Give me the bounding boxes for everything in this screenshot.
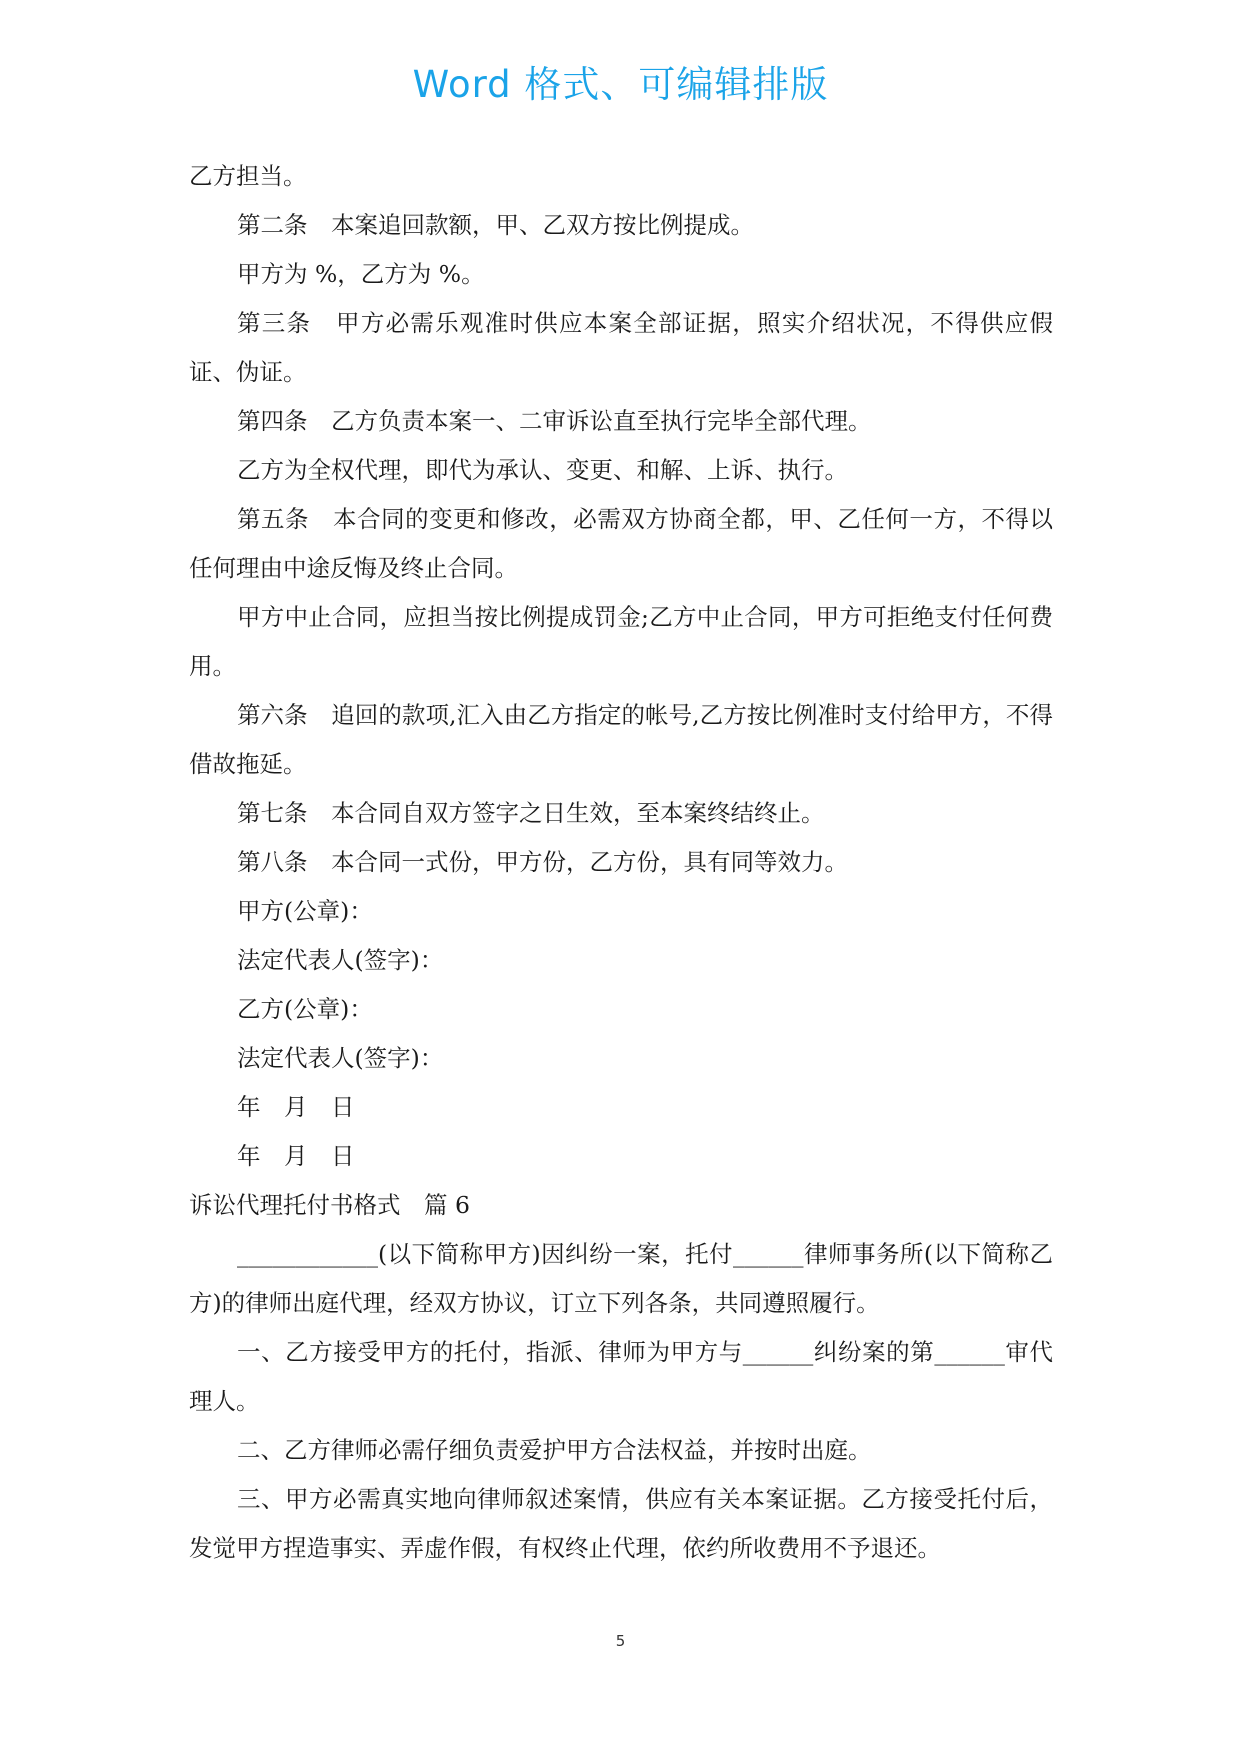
paragraph: 甲方为 %，乙方为 %。 bbox=[237, 260, 485, 288]
paragraph: 第三条 甲方必需乐观准时供应本案全部证据，照实介绍状况，不得供应假证、伪证。 bbox=[189, 309, 1053, 386]
paragraph: 第二条 本案追回款额，甲、乙双方按比例提成。 bbox=[237, 211, 754, 239]
paragraph: 第七条 本合同自双方签字之日生效，至本案终结终止。 bbox=[237, 799, 825, 827]
paragraph: 三、甲方必需真实地向律师叙述案情，供应有关本案证据。乙方接受托付后，发觉甲方捏造事实、弄虚作假，有权终止代理，依约所收费用不予退还。 bbox=[189, 1485, 1053, 1562]
signature-line: 甲方(公章)： bbox=[237, 897, 373, 925]
paragraph: 二、乙方律师必需仔细负责爱护甲方合法权益，并按时出庭。 bbox=[237, 1436, 872, 1464]
paragraph: 第四条 乙方负责本案一、二审诉讼直至执行完毕全部代理。 bbox=[237, 407, 872, 435]
page-number: 5 bbox=[615, 1632, 626, 1650]
signature-line: 法定代表人(签字)： bbox=[237, 1044, 444, 1072]
document-body bbox=[189, 152, 1053, 1573]
paragraph: 一、乙方接受甲方的托付，指派、律师为甲方与______纠纷案的第______审代理人。 bbox=[189, 1338, 1053, 1415]
paragraph: 甲方中止合同，应担当按比例提成罚金;乙方中止合同，甲方可拒绝支付任何费用。 bbox=[189, 603, 1053, 680]
paragraph: 第五条 本合同的变更和修改，必需双方协商全都，甲、乙任何一方，不得以任何理由中途反悔及终止合同。 bbox=[189, 505, 1053, 582]
document-header-title: Word 格式、可编辑排版 bbox=[412, 63, 829, 106]
paragraph: 第八条 本合同一式份，甲方份，乙方份，具有同等效力。 bbox=[237, 848, 848, 876]
section-heading: 诉讼代理托付书格式 篇 6 bbox=[189, 1191, 470, 1219]
paragraph: 乙方为全权代理，即代为承认、变更、和解、上诉、执行。 bbox=[237, 456, 848, 484]
paragraph: ____________(以下简称甲方)因纠纷一案，托付______律师事务所(以下简称乙方)的律师出庭代理，经双方协议，订立下列各条，共同遵照履行。 bbox=[189, 1240, 1053, 1317]
date-line: 年 月 日 bbox=[237, 1142, 355, 1170]
paragraph: 第六条 追回的款项,汇入由乙方指定的帐号,乙方按比例准时支付给甲方，不得借故拖延。 bbox=[189, 701, 1053, 778]
date-line: 年 月 日 bbox=[237, 1093, 355, 1121]
signature-line: 法定代表人(签字)： bbox=[237, 946, 444, 974]
signature-line: 乙方(公章)： bbox=[237, 995, 373, 1023]
paragraph: 乙方担当。 bbox=[189, 162, 307, 190]
